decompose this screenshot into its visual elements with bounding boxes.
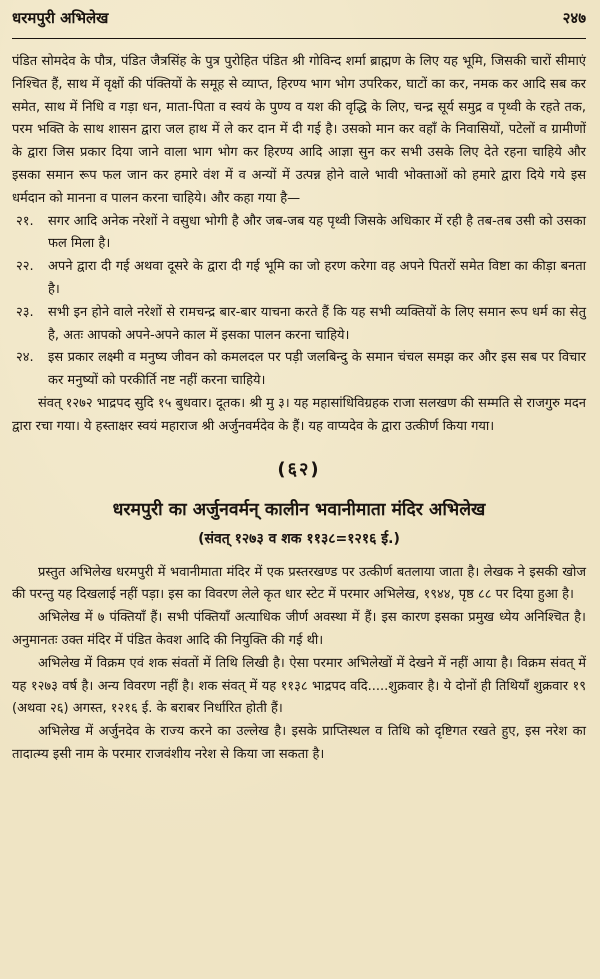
verse-item [12,256,586,302]
verse-item [12,347,586,393]
section-title: धरमपुरी का अर्जुनवर्मन् कालीन भवानीमाता मंदिर अभिलेख [112,499,486,520]
body-paragraph: प्रस्तुत अभिलेख धरमपुरी में भवानीमाता मंदिर में एक प्रस्तरखण्ड पर उत्कीर्ण बतलाया जाता है। लेखक ने इसकी खोज की परन्तु यह दिखलाई नहीं पड़ा। इस का विवरण लेले कृत धार स्टेट में परमार अभिलेख, १९४४, पृष्ठ ८८ पर दिया हुआ है। [12,564,586,603]
verse-number: २२. [16,259,34,275]
verse-list [12,211,586,393]
grant-paragraph: पंडित सोमदेव के पौत्र, पंडित जैत्रसिंह के पुत्र पुरोहित पंडित श्री गोविन्द शर्मा ब्राह्मण के लिए यह भूमि, जिसकी चारों सीमाएं निश्चित हैं, साथ में वृक्षों की पंक्तियों के समूह से व्याप्त, हिरण्य भाग भोग उपरिकर, घाटों का कर, नमक कर आदि सब कर समेत, साथ में निधि व गड़ा धन, माता-पिता व स्वयं के पुण्य व यश की वृद्धि के लिए, चन्द्र सूर्य समुद्र व पृथ्वी के रहते तक, परम भक्ति के साथ शासन द्वारा जल हाथ में ले कर दान में दी गई है। उसको मान कर वहाँ के निवासियों, पटेलों व ग्रामीणों के द्वारा जिस प्रकार दिया जाने वाला भाग भोग कर हिरण्य आदि आज्ञा सुन कर सभी उसके लिए देते रहना चाहिये और इसका समान रूप फल जान कर हमारे वंश में व अन्यों में उत्पन्न होने वाले भावी भोक्ताओं को हमारे द्वारा दिये गये इस धर्मदान को मानना व पालन करना चाहिये। और कहा गया है— [12,54,586,206]
page-header [12,8,586,39]
verse-text: इस प्रकार लक्ष्मी व मनुष्य जीवन को कमलदल पर पड़ी जलबिन्दु के समान चंचल समझ कर और इस सब पर विचार कर मनुष्यों को परकीर्ति नष्ट नहीं करना चाहिये। [48,350,586,389]
verse-text: सगर आदि अनेक नरेशों ने वसुधा भोगी है और जब-जब यह पृथ्वी जिसके अधिकार में रही है तब-तब उसी को उसका फल मिला है। [48,213,586,252]
verse-number: २१. [16,213,34,229]
closing-paragraph: संवत् १२७२ भाद्रपद सुदि १५ बुधवार। दूतक। श्री मु ३। यह महासांधिविग्रहक राजा सलखण की सम्मति से राजगुरु मदन द्वारा रचा गया। ये हस्ताक्षर स्वयं महाराज श्री अर्जुनवर्मदेव के हैं। यह वाप्यदेव के द्वारा उत्कीर्ण किया गया। [12,395,586,434]
body-paragraph: अभिलेख में ७ पंक्तियाँ हैं। सभी पंक्तियाँ अत्याधिक जीर्ण अवस्था में हैं। इस कारण इसका प्रमुख ध्येय अनिश्चित है। अनुमानतः उक्त मंदिर में पंडित केवश आदि की नियुक्ति की गई थी। [12,610,586,648]
verse-text: सभी इन होने वाले नरेशों से रामचन्द्र बार-बार याचना करते हैं कि यह सभी व्यक्तियों के लिए समान रूप धर्म का सेतु है, अतः आपको अपने-अपने काल में इसका पालन करना चाहिये। [48,304,586,343]
verse-number: २३. [16,304,34,320]
section-number: (६२) [277,458,321,480]
body-paragraph: अभिलेख में विक्रम एवं शक संवतों में तिथि लिखी है। ऐसा परमार अभिलेखों में देखने में नहीं आया है। विक्रम संवत् में यह १२७३ वर्ष है। अन्य विवरण नहीं है। शक संवत् में यह ११३८ भाद्रपद वदि.....शुक्रवार है। ये दोनों ही तिथियाँ शुक्रवार १९ (अथवा २६) अगस्त, १२१६ ई. के बराबर निर्धारित होती हैं। [12,655,586,717]
page-number: २४७ [562,9,586,27]
verse-text: अपने द्वारा दी गई अथवा दूसरे के द्वारा दी गई भूमि का जो हरण करेगा वह अपने पितरों समेत विष्टा का कीड़ा बनता है। [48,259,586,297]
verse-item [12,211,586,257]
body-paragraph: अभिलेख में अर्जुनदेव के राज्य करने का उल्लेख है। इसके प्राप्तिस्थल व तिथि को दृष्टिगत रखते हुए, इस नरेश का तादात्म्य इसी नाम के परमार राजवंशीय नरेश से किया जा सकता है। [12,724,586,762]
verse-item [12,302,586,348]
section-date: (संवत् १२७३ व शक ११३८=१२१६ ई.) [198,530,400,547]
running-title: धरमपुरी अभिलेख [12,9,109,27]
verse-number: २४. [16,350,34,366]
